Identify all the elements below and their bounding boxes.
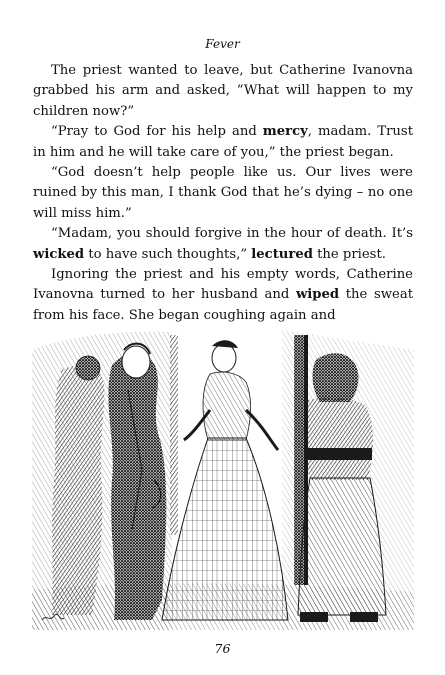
text-run: Ignoring the priest and his empty words, Catherine Ivanovna turned to her husband and bbox=[33, 267, 413, 303]
body-text bbox=[33, 61, 413, 326]
paragraph bbox=[33, 265, 413, 326]
text-run: the priest. bbox=[312, 246, 386, 262]
paragraph bbox=[33, 122, 413, 163]
glossary-term: mercy bbox=[262, 124, 308, 140]
glossary-term: wicked bbox=[33, 246, 85, 262]
text-run: , madam. Trust in him and he will take care of you,” the priest began. bbox=[33, 124, 413, 160]
text-run: the sweat from his face. She began coughing again and bbox=[33, 287, 413, 323]
text-run: “Pray to God for his help and bbox=[51, 124, 263, 140]
glossary-term: lectured bbox=[251, 246, 313, 262]
paragraph bbox=[33, 61, 413, 122]
engraving-illustration bbox=[32, 330, 414, 630]
text-run: “God doesn’t help people like us. Our lives were ruined by this man, I thank God that he’s dying – no one will miss him.” bbox=[33, 165, 413, 221]
page-number: 76 bbox=[214, 641, 231, 656]
glossary-term: wiped bbox=[295, 287, 340, 303]
paragraph bbox=[33, 224, 413, 265]
text-run: “Madam, you should forgive in the hour of death. It’s bbox=[51, 226, 413, 242]
running-head: Fever bbox=[205, 37, 240, 51]
text-run: to have such thoughts,” bbox=[84, 246, 252, 262]
text-run: The priest wanted to leave, but Catherine Ivanovna grabbed his arm and asked, “What will happen to my children now?” bbox=[33, 63, 413, 119]
paragraph bbox=[33, 163, 413, 224]
